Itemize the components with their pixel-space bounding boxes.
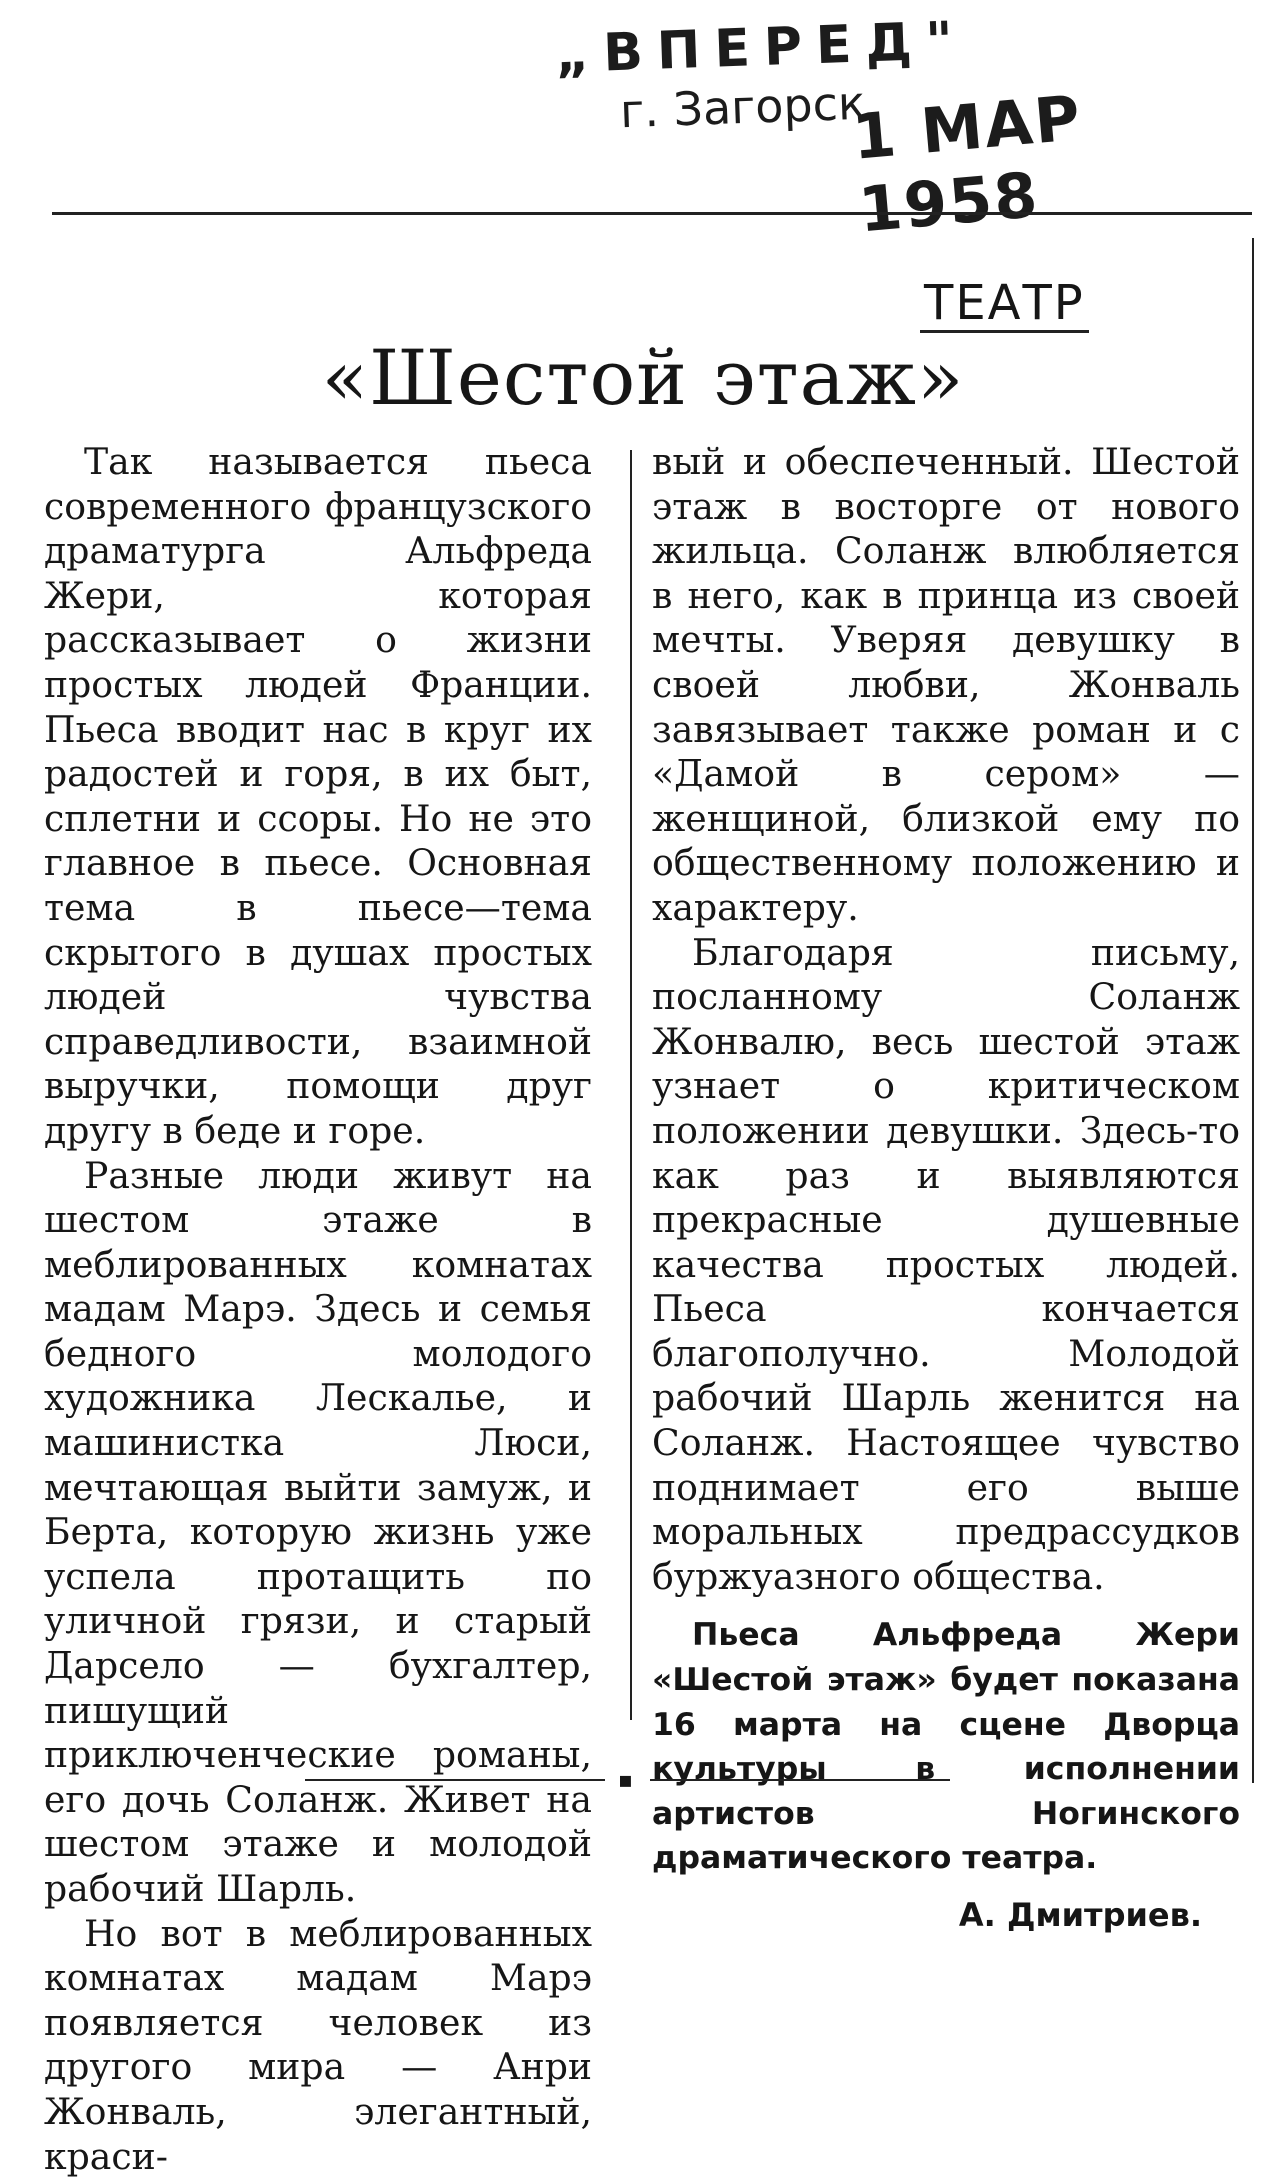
paragraph: Так называется пьеса современного французского драматурга Альфреда Жери, которая рассказывает о жизни простых людей Франции. Пьеса вводит нас в круг их радостей и горя, в их быт, сплетни и ссоры. Но не это главное в пьесе. Основная тема в пьесе—тема скрытого в душах простых людей чувства справедливости, взаимной выручки, помощи друг другу в беде и горе. bbox=[44, 440, 592, 1152]
performance-notice: Пьеса Альфреда Жери «Шестой этаж» будет показана 16 марта на сцене Дворца культуры в исполнении артистов Ногинского драматического театра. bbox=[652, 1617, 1240, 1877]
divider-ornament: ▪ bbox=[618, 1767, 633, 1793]
left-column bbox=[44, 440, 592, 2179]
bottom-divider-left bbox=[305, 1779, 605, 1782]
column-divider bbox=[630, 450, 632, 1720]
right-border bbox=[1252, 238, 1254, 1783]
author-signature: А. Дмитриев. bbox=[958, 1896, 1202, 1934]
paragraph: Благодаря письму, посланному Соланж Жонвалю, весь шестой этаж узнает о критическом положении девушки. Здесь-то как раз и выявляются прекрасные душевные качества простых людей. Пьеса кончается благополучно. Молодой рабочий Шарль женится на Соланж. Настоящее чувство поднимает его выше моральных предрассудков буржуазного общества. bbox=[652, 930, 1240, 1598]
section-rubric: ТЕАТР bbox=[920, 276, 1089, 333]
right-column bbox=[652, 440, 1240, 1938]
top-divider bbox=[52, 212, 1252, 215]
newspaper-stamp-city: г. Загорск bbox=[619, 75, 867, 139]
newspaper-stamp-name: „ВПЕРЕД" bbox=[554, 10, 968, 86]
paragraph: Но вот в меблированных комнатах мадам Марэ появляется человек из другого мира — Анри Жонваль, элегантный, краси- bbox=[44, 1911, 592, 2178]
date-stamp: 1 МАР 1958 bbox=[849, 81, 1085, 247]
article-title: «Шестой этаж» bbox=[321, 333, 965, 422]
paragraph: вый и обеспеченный. Шестой этаж в восторге от нового жильца. Соланж влюбляется в него, как в принца из своей мечты. Уверяя девушку в своей любви, Жонваль завязывает также роман и с «Дамой в сером» — женщиной, близкой ему по общественному положению и характеру. bbox=[652, 440, 1240, 929]
paragraph: Разные люди живут на шестом этаже в меблированных комнатах мадам Марэ. Здесь и семья бедного молодого художника Лескалье, и машинистка Люси, мечтающая выйти замуж, и Берта, которую жизнь уже успела протащить по уличной грязи, и старый Дарсело — бухгалтер, пишущий приключенческие романы, его дочь Соланж. Живет на шестом этаже и молодой рабочий Шарль. bbox=[44, 1153, 592, 1910]
bottom-divider-right bbox=[650, 1779, 950, 1782]
